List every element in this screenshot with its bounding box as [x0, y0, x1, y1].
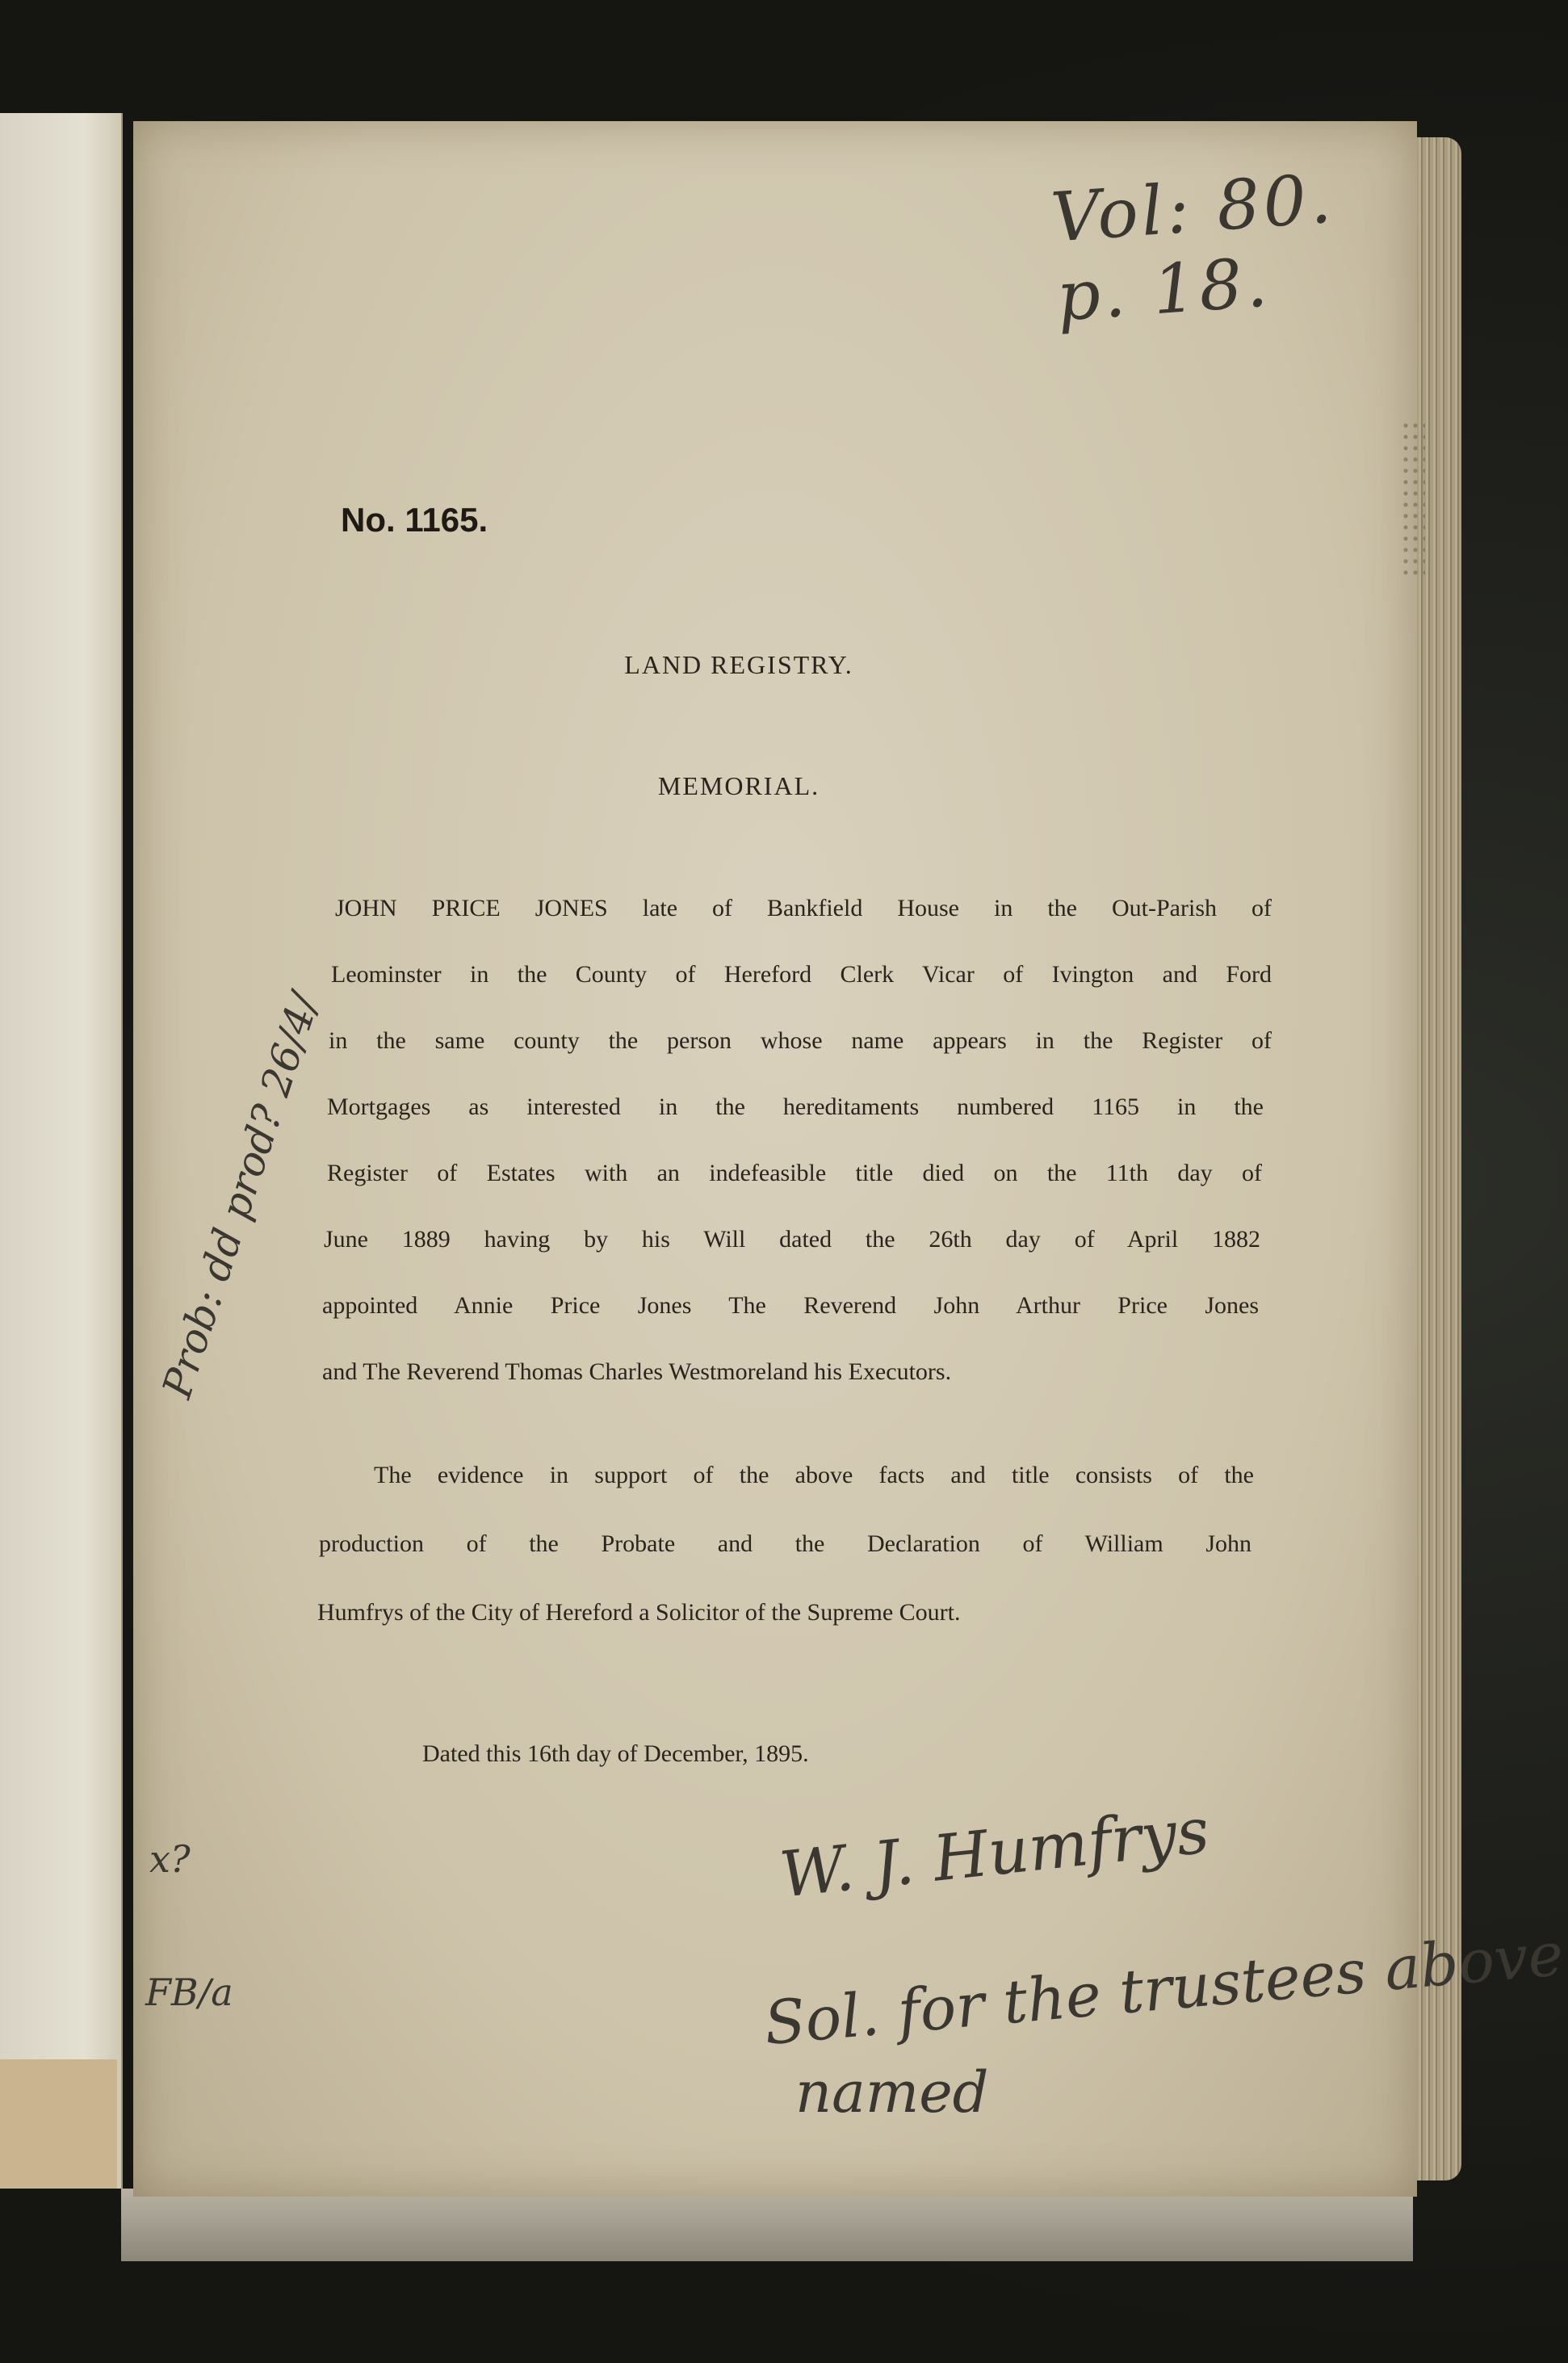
paragraph1-line-3: in the same county the person whose name appears in the Register of: [329, 1027, 1272, 1054]
paragraph1-line-6: June 1889 having by his Will dated the 26th day of April 1882: [324, 1226, 1260, 1253]
margin-mark-x: x?: [149, 1837, 191, 1881]
margin-mark-initials: FB/a: [145, 1971, 233, 2014]
signature-named: named: [795, 2059, 989, 2126]
page-bottom-edge: [121, 2189, 1413, 2261]
signature-name: W. J. Humfrys: [776, 1794, 1213, 1912]
left-page-strip: [0, 2059, 117, 2189]
left-page-edge: [0, 113, 123, 2189]
paragraph1-line-4: Mortgages as interested in the hereditaments numbered 1165 in the: [327, 1093, 1264, 1120]
date-line: Dated this 16th day of December, 1895.: [422, 1740, 809, 1767]
paragraph2-line-1: The evidence in support of the above facts and title consists of the: [374, 1462, 1254, 1488]
perforation-dots: [1401, 420, 1425, 581]
paragraph1-line-7: appointed Annie Price Jones The Reverend John Arthur Price Jones: [322, 1292, 1259, 1319]
memorial-page: [133, 121, 1566, 2197]
volume-reference: Vol: 80. p. 18.: [1048, 158, 1337, 337]
paragraph2-line-3: Humfrys of the City of Hereford a Solicitor of the Supreme Court.: [317, 1599, 961, 1626]
margin-note: Prob: dd prod? 26/4/: [153, 988, 329, 1404]
paragraph1-line-8: and The Reverend Thomas Charles Westmoreland his Executors.: [322, 1358, 952, 1385]
paragraph1-line-5: Register of Estates with an indefeasible title died on the 11th day of: [327, 1160, 1262, 1186]
paragraph2-line-2: production of the Probate and the Declaration of William John: [319, 1530, 1251, 1557]
paragraph1-line-1: JOHN PRICE JONES late of Bankfield House in the Out-Parish of: [335, 895, 1272, 921]
memorial-number: No. 1165.: [341, 501, 488, 539]
paragraph1-line-2: Leominster in the County of Hereford Clerk Vicar of Ivington and Ford: [331, 961, 1272, 988]
document-title: LAND REGISTRY.: [624, 650, 853, 679]
signature-title: Sol. for the trustees above: [761, 1919, 1566, 2059]
document-subtitle: MEMORIAL.: [657, 771, 820, 800]
